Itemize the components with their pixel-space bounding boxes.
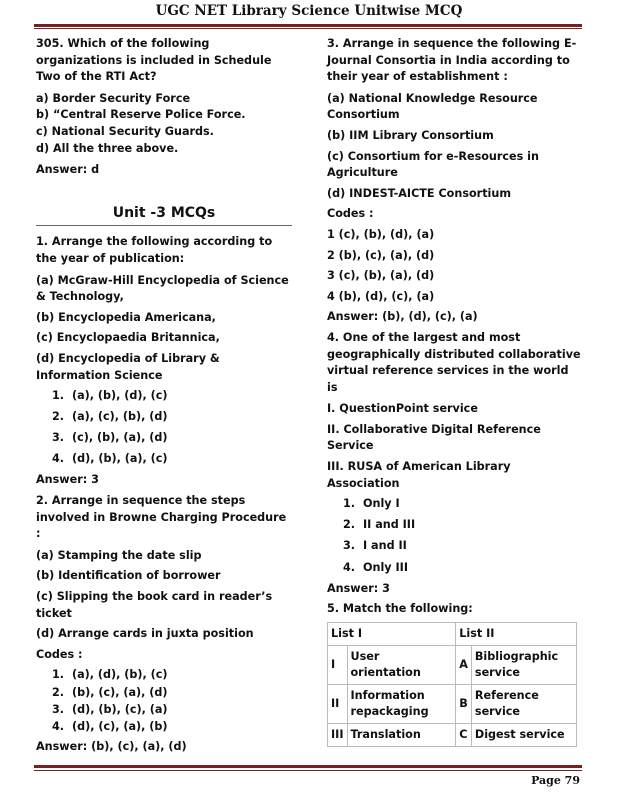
item: (d) Encyclopedia of Library & Information Science xyxy=(36,351,220,382)
choice: 1. (a), (b), (d), (c) xyxy=(51,389,168,403)
list-1-header: List I xyxy=(328,622,456,645)
question-2: 2. Arrange in sequence the steps involved in Browne Charging Procedure : xyxy=(36,494,287,541)
item: (a) National Knowledge Resource Consortium xyxy=(327,91,538,122)
question-305: 305. Which of the following organizations is included in Schedule Two of the RTI Act? xyxy=(36,37,272,84)
choice: 1. Only I xyxy=(342,497,400,511)
answer: Answer: 3 xyxy=(36,473,99,487)
footer-rule xyxy=(34,765,582,768)
code-option: 4 (b), (d), (c), (a) xyxy=(327,289,435,303)
codes-label: Codes : xyxy=(327,207,374,221)
choice-list xyxy=(327,496,581,576)
header-rule-thin xyxy=(34,28,582,29)
choice: 3. I and II xyxy=(342,539,407,553)
answer: Answer: d xyxy=(36,163,100,177)
option: c) National Security Guards. xyxy=(36,124,214,138)
choice: 1. (a), (d), (b), (c) xyxy=(51,668,168,682)
table-header-row xyxy=(328,622,577,645)
choice: 4. (d), (b), (a), (c) xyxy=(51,452,168,466)
choice: 2. II and III xyxy=(342,518,416,532)
choice: 3. (c), (b), (a), (d) xyxy=(51,431,168,445)
choice: 3. (d), (b), (c), (a) xyxy=(51,702,168,716)
item: (b) IIM Library Consortium xyxy=(327,128,494,142)
choice: 2. (b), (c), (a), (d) xyxy=(51,685,168,699)
row-letter: A xyxy=(456,645,472,684)
choice-list xyxy=(36,388,294,468)
row-num: III xyxy=(328,723,348,746)
question-4: 4. One of the largest and most geographically distributed collaborative virtual reference services in the world is xyxy=(327,330,581,394)
left-column xyxy=(36,36,294,760)
item: (c) Consortium for e-Resources in Agriculture xyxy=(327,149,539,180)
list-2-header: List II xyxy=(456,622,577,645)
choice: 4. (d), (c), (a), (b) xyxy=(51,719,168,733)
answer: Answer: 3 xyxy=(327,581,390,595)
row-letter: B xyxy=(456,684,472,723)
table-row xyxy=(328,645,577,684)
codes-label: Codes : xyxy=(36,647,83,661)
choice: 4. Only III xyxy=(342,560,408,574)
item: (c) Encyclopaedia Britannica, xyxy=(36,331,220,345)
row-num: I xyxy=(328,645,348,684)
question-1: 1. Arrange the following according to the year of publication: xyxy=(36,235,273,265)
item: (d) Arrange cards in juxta position xyxy=(36,627,254,641)
row-item: Information repackaging xyxy=(347,684,456,723)
code-option: 3 (c), (b), (a), (d) xyxy=(327,269,435,283)
answer: Answer: (b), (d), (c), (a) xyxy=(327,310,478,324)
header-rule xyxy=(34,24,582,27)
choice: 2. (a), (c), (b), (d) xyxy=(51,410,168,424)
item: (b) Encyclopedia Americana, xyxy=(36,310,216,324)
match-table xyxy=(327,622,577,747)
unit-heading: Unit -3 MCQs xyxy=(36,205,292,227)
option: b) “Central Reserve Police Force. xyxy=(36,108,246,122)
row-num: II xyxy=(328,684,348,723)
row-item: User orientation xyxy=(347,645,456,684)
row-desc: Bibliographic service xyxy=(471,645,576,684)
right-column xyxy=(327,36,581,747)
item: (a) Stamping the date slip xyxy=(36,548,202,562)
question-5: 5. Match the following: xyxy=(327,602,473,616)
item: III. RUSA of American Library Association xyxy=(327,460,511,490)
running-header: UGC NET Library Science Unitwise MCQ xyxy=(155,3,463,19)
item: (c) Slipping the book card in reader’s ticket xyxy=(36,590,273,620)
row-letter: C xyxy=(456,723,472,746)
row-item: Translation xyxy=(347,723,456,746)
table-row xyxy=(328,723,577,746)
choice-list xyxy=(36,667,294,735)
table-row xyxy=(328,684,577,723)
item: (b) Identification of borrower xyxy=(36,569,221,583)
code-option: 2 (b), (c), (a), (d) xyxy=(327,248,435,262)
code-option: 1 (c), (b), (d), (a) xyxy=(327,227,435,241)
row-desc: Reference service xyxy=(471,684,576,723)
item: (d) INDEST-AICTE Consortium xyxy=(327,186,511,200)
footer-rule-thin xyxy=(34,770,582,771)
row-desc: Digest service xyxy=(471,723,576,746)
item: II. Collaborative Digital Reference Service xyxy=(327,422,541,453)
item: (a) McGraw-Hill Encyclopedia of Science & Technology, xyxy=(36,273,289,304)
page-number: Page 79 xyxy=(531,774,580,787)
option: d) All the three above. xyxy=(36,141,179,155)
item: I. QuestionPoint service xyxy=(327,402,478,416)
question-3: 3. Arrange in sequence the following E-Journal Consortia in India according to their year of establishment : xyxy=(327,37,577,84)
option: a) Border Security Force xyxy=(36,91,191,105)
answer: Answer: (b), (c), (a), (d) xyxy=(36,740,187,754)
